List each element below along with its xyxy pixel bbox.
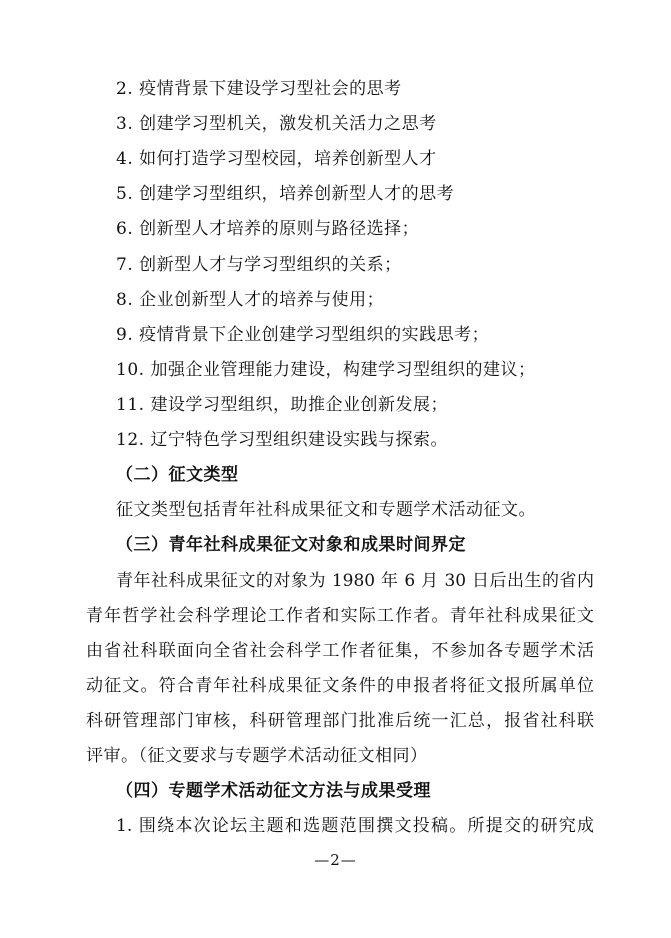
- paragraph-line: 科研管理部门审核，科研管理部门批准后统一汇总，报省社科联: [86, 711, 594, 731]
- section-heading-youth: （三）青年社科成果征文对象和成果时间界定: [116, 535, 466, 555]
- page-number: —2—: [314, 851, 357, 869]
- list-item-8: 8. 企业创新型人才的培养与使用；: [116, 290, 385, 310]
- section-heading-method: （四）专题学术活动征文方法与成果受理: [116, 781, 431, 801]
- list-item-10: 10. 加强企业管理能力建设，构建学习型组织的建议；: [116, 360, 536, 380]
- list-item-4: 4. 如何打造学习型校园，培养创新型人才: [116, 149, 437, 169]
- list-item-12: 12. 辽宁特色学习型组织建设实践与探索。: [116, 430, 448, 450]
- paragraph-line: 青年社科成果征文的对象为 1980 年 6 月 30 日后出生的省内: [116, 571, 594, 591]
- list-item-2: 2. 疫情背景下建设学习型社会的思考: [116, 79, 402, 99]
- paragraph-line: 由省社科联面向全省社会科学工作者征集，不参加各专题学术活: [86, 641, 594, 661]
- paragraph-line: 1. 围绕本次论坛主题和选题范围撰文投稿。所提交的研究成: [116, 816, 594, 836]
- list-item-5: 5. 创建学习型组织，培养创新型人才的思考: [116, 184, 455, 204]
- section-text-type: 征文类型包括青年社科成果征文和专题学术活动征文。: [116, 500, 536, 520]
- paragraph-line: 青年哲学社会科学理论工作者和实际工作者。青年社科成果征文: [86, 606, 594, 626]
- list-item-9: 9. 疫情背景下企业创建学习型组织的实践思考；: [116, 325, 490, 345]
- list-item-3: 3. 创建学习型机关，激发机关活力之思考: [116, 114, 437, 134]
- section-heading-type: （二）征文类型: [116, 465, 239, 485]
- paragraph-line: 动征文。符合青年社科成果征文条件的申报者将征文报所属单位: [86, 676, 594, 696]
- list-item-7: 7. 创新型人才与学习型组织的关系；: [116, 255, 402, 275]
- list-item-6: 6. 创新型人才培养的原则与路径选择；: [116, 219, 420, 239]
- paragraph-line: 评审。（征文要求与专题学术活动征文相同）: [86, 746, 428, 766]
- list-item-11: 11. 建设学习型组织，助推企业创新发展；: [116, 395, 448, 415]
